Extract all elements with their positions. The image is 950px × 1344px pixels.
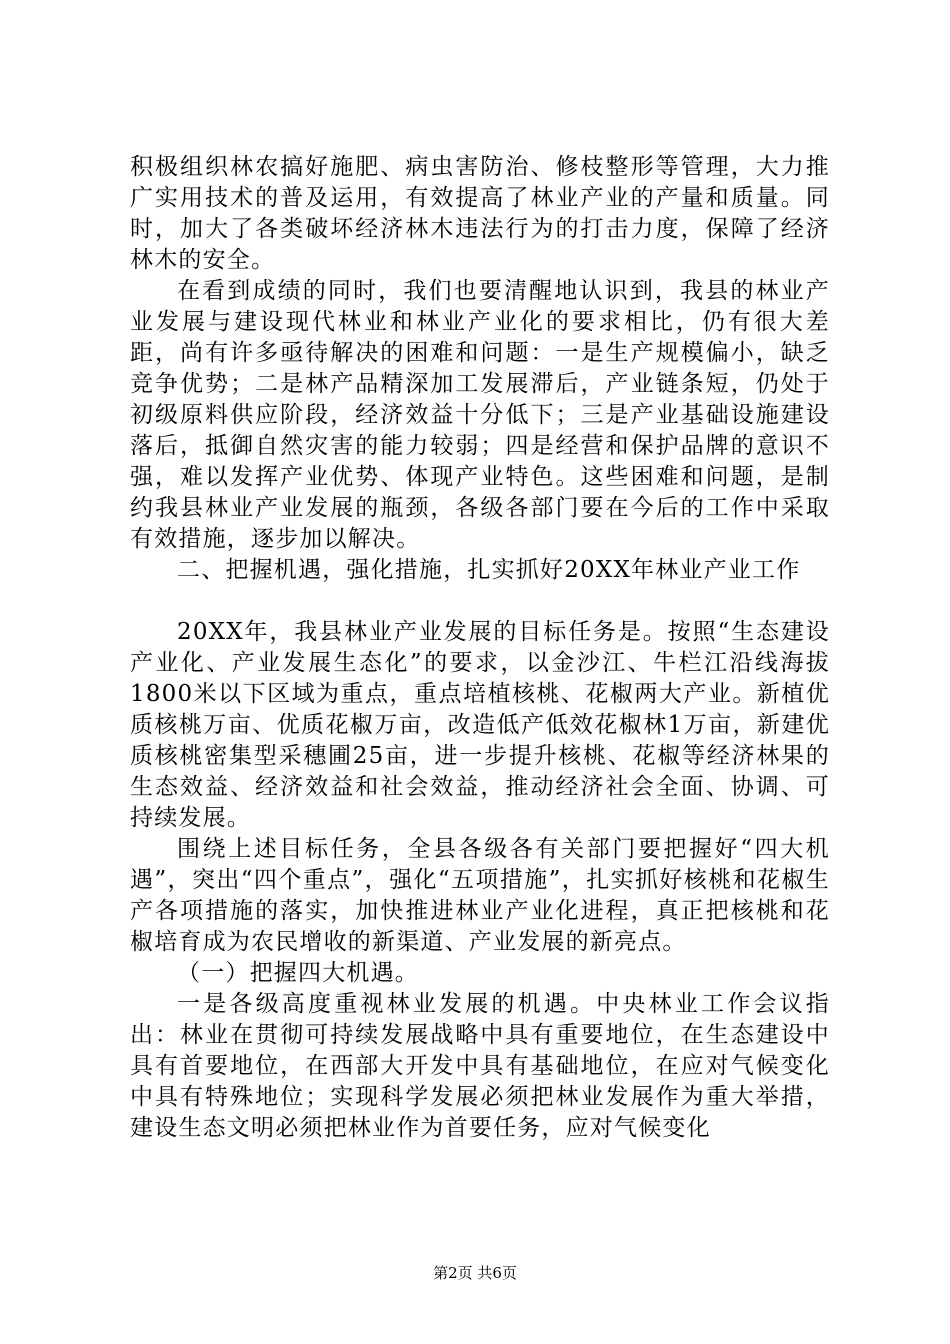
- paragraph-4: 围绕上述目标任务，全县各级各有关部门要把握好“四大机遇”，突出“四个重点”，强化“五项措施”，扎实抓好核桃和花椒生产各项措施的落实，加快推进林业产业化进程，真正把核桃和花椒培育成为农民增收的新渠道、产业发展的新亮点。: [130, 836, 830, 955]
- paragraph-5: 一是各级高度重视林业发展的机遇。中央林业工作会议指出：林业在贯彻可持续发展战略中具有重要地位，在生态建设中具有首要地位，在西部大开发中具有基础地位，在应对气候变化中具有特殊地位；实现科学发展必须把林业发展作为重大举措，建设生态文明必须把林业作为首要任务，应对气候变化: [130, 991, 830, 1141]
- subsection-heading-1: （一）把握四大机遇。: [177, 960, 419, 986]
- blank-line: [130, 586, 830, 617]
- paragraph-3: 20XX年，我县林业产业发展的目标任务是。按照“生态建设产业化、产业发展生态化”的要求，以金沙江、牛栏江沿线海拔1800米以下区域为重点，重点培植核桃、花椒两大产业。新植优质核桃万亩、优质花椒万亩，改造低产低效花椒林1万亩，新建优质核桃密集型采穗圃25亩，进一步提升核桃、花椒等经济林果的生态效益、经济效益和社会效益，推动经济社会全面、协调、可持续发展。: [130, 619, 830, 831]
- paragraph-2: 在看到成绩的同时，我们也要清醒地认识到，我县的林业产业发展与建设现代林业和林业产业化的要求相比，仍有很大差距，尚有许多亟待解决的困难和问题：一是生产规模偏小，缺乏竞争优势；二是林产品精深加工发展滞后，产业链条短，仍处于初级原料供应阶段，经济效益十分低下；三是产业基础设施建设落后，抵御自然灾害的能力较弱；四是经营和保护品牌的意识不强，难以发挥产业优势、体现产业特色。这些困难和问题，是制约我县林业产业发展的瓶颈，各级各部门要在今后的工作中采取有效措施，逐步加以解决。: [130, 278, 830, 552]
- paragraph-1: 积极组织林农搞好施肥、病虫害防治、修枝整形等管理，大力推广实用技术的普及运用，有效提高了林业产业的产量和质量。同时，加大了各类破坏经济林木违法行为的打击力度，保障了经济林木的安全。: [130, 154, 830, 273]
- document-body: [130, 152, 830, 1144]
- section-heading-2: 二、把握机遇，强化措施，扎实抓好20XX年林业产业工作: [177, 557, 801, 583]
- page-footer: 第2页 共6页: [433, 1264, 517, 1282]
